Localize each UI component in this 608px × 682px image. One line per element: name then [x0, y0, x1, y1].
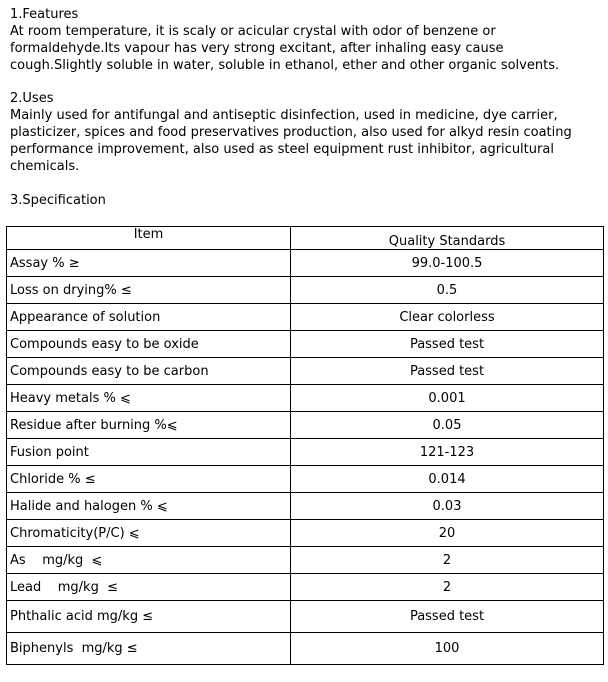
uses-line: plasticizer, spices and food preservatives production, also used for alkyd resin coating [10, 125, 572, 140]
item-cell: Loss on drying% ≤ [7, 277, 291, 304]
item-cell: Compounds easy to be carbon [7, 358, 291, 385]
features-line: formaldehyde.Its vapour has very strong excitant, after inhaling easy cause [10, 41, 504, 56]
table-header-row [7, 227, 604, 250]
table-row [7, 633, 604, 665]
value-cell: 100 [291, 633, 604, 665]
value-cell: 99.0-100.5 [291, 250, 604, 277]
table-row [7, 331, 604, 358]
features-title: 1.Features [10, 7, 79, 22]
item-cell: Appearance of solution [7, 304, 291, 331]
item-cell: Chloride % ≤ [7, 466, 291, 493]
table-row [7, 439, 604, 466]
item-cell: Compounds easy to be oxide [7, 331, 291, 358]
table-row [7, 277, 604, 304]
table-row [7, 493, 604, 520]
item-cell: Halide and halogen % ⩽ [7, 493, 291, 520]
table-row [7, 385, 604, 412]
value-cell: 0.014 [291, 466, 604, 493]
value-cell: 0.5 [291, 277, 604, 304]
value-cell: 0.001 [291, 385, 604, 412]
uses-text [10, 107, 600, 175]
uses-line: Mainly used for antifungal and antiseptic disinfection, used in medicine, dye carrier, [10, 108, 558, 123]
value-cell: 0.03 [291, 493, 604, 520]
item-cell: Heavy metals % ⩽ [7, 385, 291, 412]
uses-line: performance improvement, also used as steel equipment rust inhibitor, agricultural [10, 142, 554, 157]
table-row [7, 304, 604, 331]
table-row [7, 574, 604, 601]
item-cell: Chromaticity(P/C) ⩽ [7, 520, 291, 547]
table-row [7, 250, 604, 277]
value-cell: Passed test [291, 358, 604, 385]
table-row [7, 547, 604, 574]
uses-line: chemicals. [10, 159, 80, 174]
item-cell: Fusion point [7, 439, 291, 466]
value-cell: Passed test [291, 601, 604, 633]
value-cell: 0.05 [291, 412, 604, 439]
table-row [7, 520, 604, 547]
table-row [7, 466, 604, 493]
item-cell: Biphenyls mg/kg ≤ [7, 633, 291, 665]
item-header: Item [7, 227, 291, 250]
value-cell: 2 [291, 574, 604, 601]
value-cell: 2 [291, 547, 604, 574]
features-line: cough.Slightly soluble in water, soluble in ethanol, ether and other organic solvents. [10, 58, 560, 73]
quality-standards-header: Quality Standards [291, 227, 604, 250]
uses-title: 2.Uses [10, 91, 54, 106]
item-cell: Lead mg/kg ≤ [7, 574, 291, 601]
item-cell: As mg/kg ⩽ [7, 547, 291, 574]
value-cell: Passed test [291, 331, 604, 358]
table-row [7, 358, 604, 385]
value-cell: 121-123 [291, 439, 604, 466]
value-cell: Clear colorless [291, 304, 604, 331]
table-row [7, 601, 604, 633]
document [10, 6, 600, 209]
features-line: At room temperature, it is scaly or acicular crystal with odor of benzene or [10, 24, 496, 39]
value-cell: 20 [291, 520, 604, 547]
specification-title: 3.Specification [10, 193, 106, 208]
features-text [10, 23, 600, 74]
table-row [7, 412, 604, 439]
item-cell: Phthalic acid mg/kg ≤ [7, 601, 291, 633]
specification-table [6, 226, 604, 665]
item-cell: Residue after burning %⩽ [7, 412, 291, 439]
item-cell: Assay % ≥ [7, 250, 291, 277]
